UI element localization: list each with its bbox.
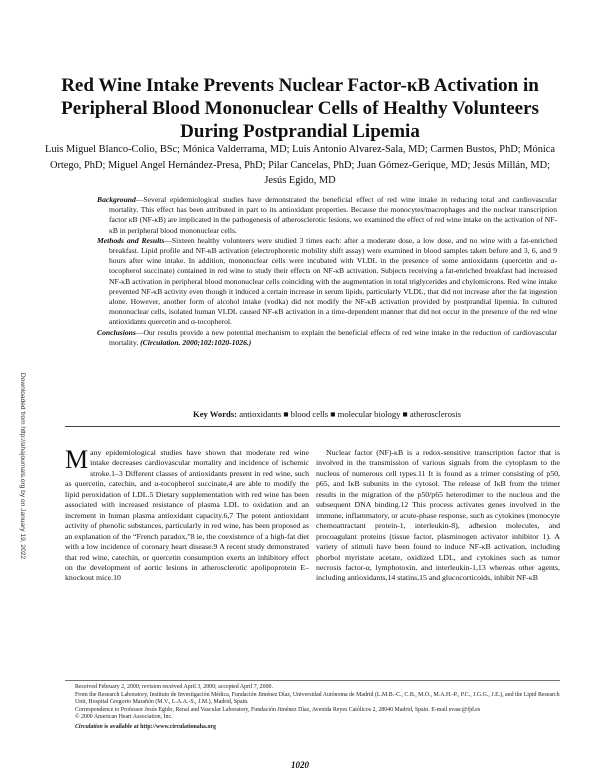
footnotes [75, 684, 560, 732]
abstract-conclusions [97, 328, 557, 348]
keywords-label: Key Words: [193, 409, 238, 419]
article-title: Red Wine Intake Prevents Nuclear Factor-κB Activation in Peripheral Blood Mononuclear Cells of Healthy Volunteers During Postprandial Lipemia [61, 75, 539, 142]
page-number: 1020 [291, 760, 309, 770]
conclusions-text: —Our results provide a new potential mechanism to explain the beneficial effects of red wine intake in the reduction of cardiovascular mortality. [109, 327, 557, 347]
received-note: Received February 2, 2000; revision received April 3, 2000; accepted April 7, 2000. [75, 684, 273, 690]
abstract [97, 195, 557, 348]
correspondence-note: Correspondence to Professor Jesús Egido, Renal and Vascular Laboratory, Fundación Jiménez Díaz, Avenida Reyes Católicos 2, 28040 Madrid, Spain. E-mail evasc@fjd.es [75, 706, 481, 713]
body-left-text: any epidemiological studies have shown that moderate red wine intake decreases cardiovascular mortality and incidence of ischemic stroke.1–3 Different classes of antioxidants present in red wine, such as quercetin, catechin, and α-tocopherol succinate,4 are able to modify the lipid peroxidation of LDL.5 Dietary supplementation with red wine has been associated with increased resistance of plasma LDL to oxidation and an increment in human plasma antioxidant capacity.6,7 The potent antioxidant activity of phenolic substances, particularly in red wine, has been proposed as an explanation of the “French paradox,”8 ie, the coexistence of a high-fat diet with a low incidence of coronary heart disease.9 A recent study demonstrated that red wine, catechin, or quercetin consumption exerts an inhibitory effect on the development of aortic lesions in atherosclerotic apolipoprotein E–knockout mice.10 [65, 448, 309, 583]
footnote-divider [65, 680, 560, 681]
affiliation-note: From the Research Laboratory, Instituto de Investigación Médica, Fundación Jiménez Díaz, Universidad Autónoma de Madrid (L.M.B.-C., C.B., M.O., M.A.H.-P., P.C., J.G.G., J.E.), and the Lipid Research Unit, Hospital Gregorio Marañón (M.V., L.A.A.-S., J.M.), Madrid, Spain. [75, 691, 560, 706]
keywords-text: antioxidants ■ blood cells ■ molecular biology ■ atherosclerosis [239, 409, 461, 419]
methods-text: —Sixteen healthy volunteers were studied 3 times each: after a moderate dose, a low dose, and no wine with a fat-enriched breakfast. Lipid profile and NF-κB activation (electrophoretic mobility shift assay) were examined in blood samples taken before and 3, 6, and 9 hours after wine intake. In addition, mononuclear cells were incubated with VLDL in the presence of some antioxidants (quercetin and α-tocopherol succinate) contained in red wine to study their effects on NF-κB activation. Subjects receiving a fat-enriched breakfast had increased NF-κB activation in peripheral blood mononuclear cells coinciding with the augmentation in total triglycerides and chylomicrons. Red wine intake prevented NF-κB activity even though it induced a certain increase in serum lipids, particularly VLDL, that did not increase after the fat ingestion alone. However, another form of alcohol intake (vodka) did not modify the NF-κB activation provided by postprandial lipemia. In cultured mononuclear cells, isolated human VLDL caused NF-κB activation in a time-dependent manner that did not occur in the presence of the red wine antioxidants quercetin and α-tocopherol. [109, 235, 557, 327]
copyright-note: © 2000 American Heart Association, Inc. [75, 714, 173, 721]
background-text: —Several epidemiological studies have demonstrated the beneficial effect of red wine intake in reducing total and cardiovascular mortality. This effect has been attributed in part to its antioxidant properties. Because the monocytes/macrophages and the nuclear transcription factor κB (NF-κB) are implicated in the pathogenesis of atherosclerotic lesions, we examined the effect of red wine intake on the activation of NF-κB in peripheral blood mononuclear cells. [109, 195, 557, 235]
body-column-right: Nuclear factor (NF)-κB is a redox-sensitive transcription factor that is involved in the transmission of various signals from the cytoplasm to the nucleus of numerous cell types.11 It is found as a trimer consisting of p50, p65, and IκB subunits in the cytosol. The release of IκB from the trimer results in the migration of the p50/p65 heterodimer to the nucleus and the subsequent DNA binding.12 This process activates genes involved in the immune, inflammatory, or acute-phase response, such as cytokines (monocyte chemoattractant protein-1, interleukin-8), adhesion molecules, and procoagulant proteins (tissue factor, plasminogen activator inhibitor 1). A variety of stimuli have been found to induce NF-κB activation, including phorbol myristate acetate, oxidized LDL, and cytokines such as tumor necrosis factor-α, lymphotoxin, and interleukin-1,13 whereas other agents, including antioxidants,14 statins,15 and glucocorticoids, inhibit NF-κB [316, 448, 560, 583]
availability-note [75, 724, 560, 732]
drop-cap: M [65, 445, 89, 474]
abstract-divider [65, 426, 560, 427]
download-watermark: Downloaded from http://ahajournals.org by on January 19, 2022 [19, 372, 26, 560]
citation: (Circulation. 2000;102:1020-1026.) [140, 337, 252, 347]
keywords [97, 409, 557, 419]
methods-label: Methods and Results [97, 235, 165, 245]
conclusions-label: Conclusions [97, 327, 136, 337]
body-column-left [65, 445, 309, 584]
abstract-methods [97, 236, 557, 328]
author-list: Luis Miguel Blanco-Colio, BSc; Mónica Valderrama, MD; Luis Antonio Alvarez-Sala, MD; Carmen Bustos, PhD; Mónica Ortego, PhD; Miguel Angel Hernández-Presa, PhD; Pilar Cancelas, PhD; Juan Gómez-Gerique, MD; Jesús Millán, MD; Jesús Egido, MD [44, 144, 556, 186]
journal-name: Circulation [75, 723, 103, 730]
background-label: Background [97, 195, 136, 204]
abstract-background [97, 195, 557, 236]
availability-text: is available at http://www.circulationaha.org [102, 723, 216, 730]
